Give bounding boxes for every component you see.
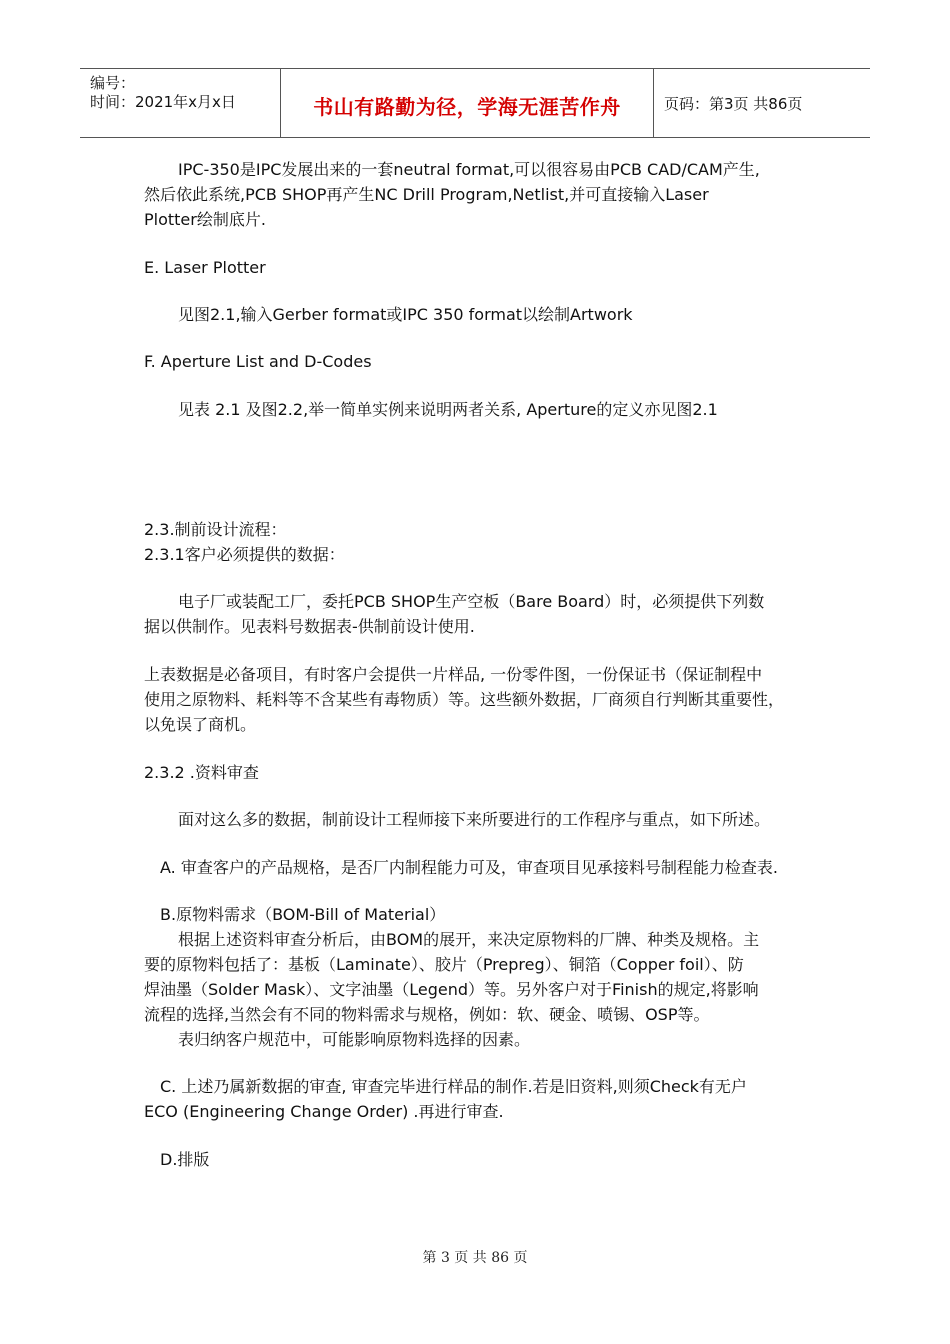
paragraph-ipc350-line2: 然后依此系统,PCB SHOP再产生NC Drill Program,Netlist,并可直接输入Laser [144, 185, 709, 204]
list-item-c-line2: ECO (Engineering Change Order) .再进行审查. [144, 1102, 504, 1121]
paragraph-extra-data-line1: 上表数据是必备项目，有时客户会提供一片样品, 一份零件图，一份保证书（保证制程中 [144, 665, 763, 684]
paragraph-extra-data-line2: 使用之原物料、耗料等不含某些有毒物质）等。这些额外数据，厂商须自行判断其重要性， [144, 690, 785, 709]
paragraph-customer-data-line2: 据以供制作。见表料号数据表-供制前设计使用. [144, 617, 475, 636]
list-item-c-line1: C. 上述乃属新数据的审查, 审查完毕进行样品的制作.若是旧资料,则须Check有无户 [160, 1077, 747, 1096]
paragraph-laser-plotter: 见图2.1,输入Gerber format或IPC 350 format以绘制Artwork [178, 305, 633, 324]
header-page-code: 页码：第3页 共86页 [664, 95, 803, 113]
list-item-a: A. 审查客户的产品规格，是否厂内制程能力可及，审查项目见承接料号制程能力检查表. [160, 858, 778, 877]
header-motto-cell [281, 69, 654, 137]
header-motto: 书山有路勤为径，学海无涯苦作舟 [313, 95, 621, 119]
heading-section-2-3: 2.3.制前设计流程： [144, 520, 287, 539]
list-item-b-line4: 流程的选择,当然会有不同的物料需求与规格，例如：软、硬金、喷锡、OSP等。 [144, 1005, 710, 1024]
page-header [80, 68, 870, 138]
header-page-cell [654, 69, 870, 137]
heading-section-2-3-2: 2.3.2 .资料审查 [144, 763, 259, 782]
paragraph-aperture-list: 见表 2.1 及图2.2,举一简单实例来说明两者关系, Aperture的定义亦见图2.1 [178, 400, 718, 419]
list-item-b-line5: 表归纳客户规范中，可能影响原物料选择的因素。 [178, 1030, 531, 1049]
list-item-b-title: B.原物料需求（BOM-Bill of Material） [160, 905, 446, 924]
paragraph-extra-data-line3: 以免误了商机。 [144, 715, 257, 734]
header-info-cell [80, 69, 281, 137]
list-item-b-line2: 要的原物料包括了：基板（Laminate）、胶片（Prepreg）、铜箔（Copper foil）、防 [144, 955, 744, 974]
list-item-b-line3: 焊油墨（Solder Mask）、文字油墨（Legend）等。另外客户对于Finish的规定,将影响 [144, 980, 759, 999]
document-number-label: 编号： [90, 74, 136, 92]
list-item-d: D.排版 [160, 1150, 210, 1169]
list-item-b-line1: 根据上述资料审查分析后，由BOM的展开，来决定原物料的厂牌、种类及规格。主 [178, 930, 760, 949]
paragraph-customer-data-line1: 电子厂或装配工厂，委托PCB SHOP生产空板（Bare Board）时，必须提供下列数 [178, 592, 765, 611]
page-footer: 第 3 页 共 86 页 [422, 1250, 528, 1266]
heading-aperture-list: F. Aperture List and D-Codes [144, 352, 372, 371]
paragraph-review-intro: 面对这么多的数据，制前设计工程师接下来所要进行的工作程序与重点，如下所述。 [178, 810, 771, 829]
document-date: 时间：2021年x月x日 [90, 93, 236, 111]
heading-laser-plotter: E. Laser Plotter [144, 258, 266, 277]
paragraph-ipc350-line1: IPC-350是IPC发展出来的一套neutral format,可以很容易由PCB CAD/CAM产生, [178, 160, 760, 179]
heading-section-2-3-1: 2.3.1客户必须提供的数据： [144, 545, 345, 564]
paragraph-ipc350-line3: Plotter绘制底片. [144, 210, 266, 229]
